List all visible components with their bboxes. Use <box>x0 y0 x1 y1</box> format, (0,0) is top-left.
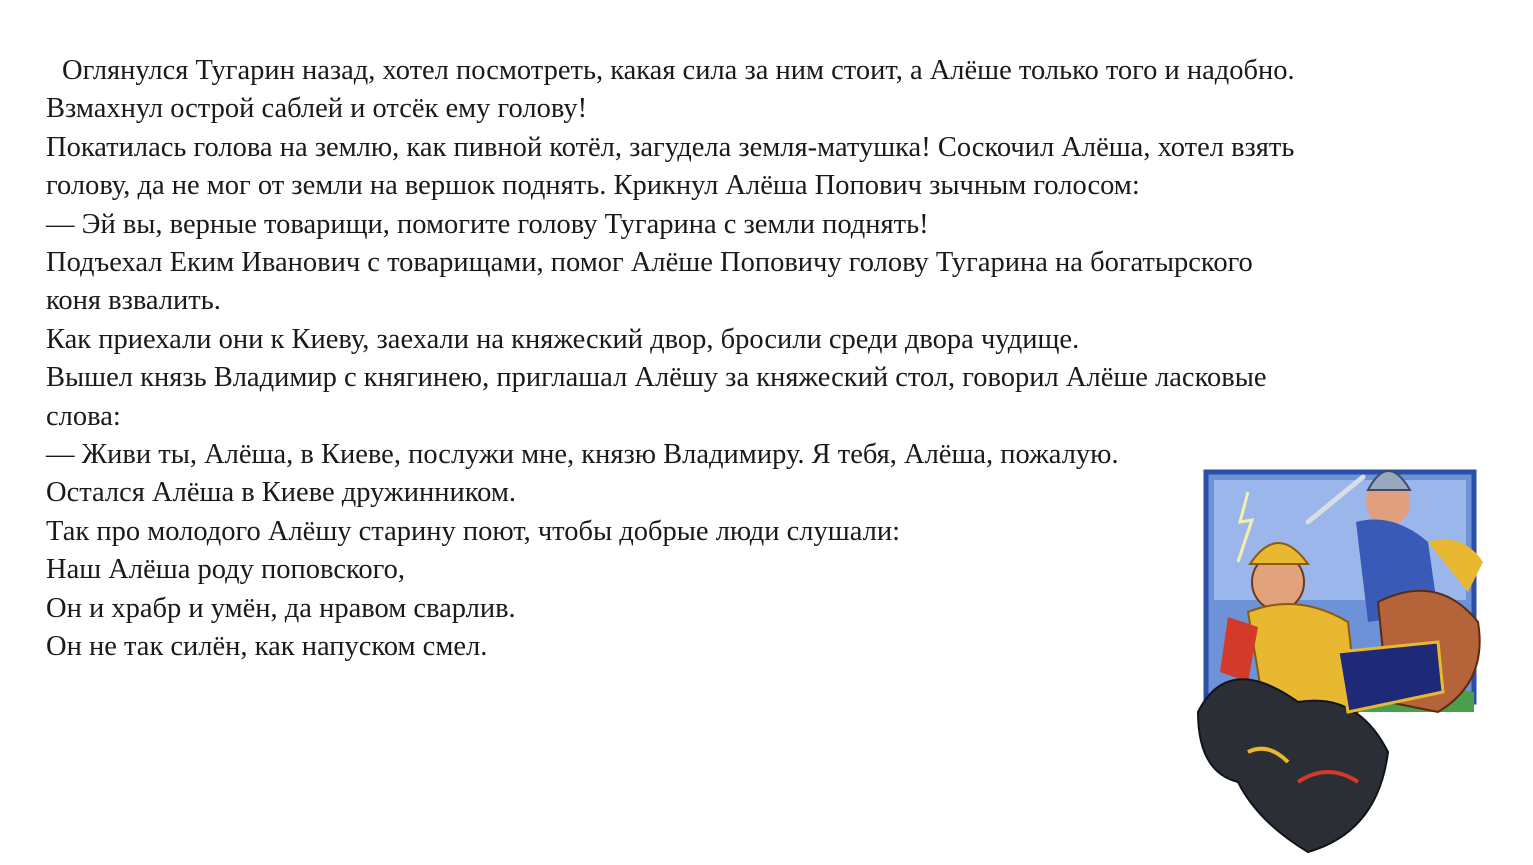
battle-illustration <box>1188 452 1504 860</box>
text-line: Так про молодого Алёшу старину поют, чтобы добрые люди слушали: <box>46 515 901 547</box>
text-line: Он не так силён, как напуском смел. <box>46 631 488 663</box>
text-line: Остался Алёша в Киеве дружинником. <box>46 477 516 509</box>
text-line: Подъехал Еким Иванович с товарищами, помог Алёше Поповичу голову Тугарина на богатырского <box>46 247 1253 279</box>
text-line: Он и храбр и умён, да нравом сварлив. <box>46 592 516 624</box>
text-line: Покатилась голова на землю, как пивной котёл, загудела земля-матушка! Соскочил Алёша, хотел взять <box>46 131 1295 163</box>
battle-illustration-icon <box>1188 452 1504 860</box>
text-line: — Живи ты, Алёша, в Киеве, послужи мне, князю Владимиру. Я тебя, Алёша, пожалую. <box>46 439 1119 471</box>
text-line: коня взвалить. <box>46 285 221 317</box>
text-line: слова: <box>46 400 121 432</box>
text-line: голову, да не мог от земли на вершок поднять. Крикнул Алёша Попович зычным голосом: <box>46 170 1140 202</box>
text-line: Как приехали они к Киеву, заехали на княжеский двор, бросили среди двора чудище. <box>46 323 1080 355</box>
text-line: Наш Алёша роду поповского, <box>46 554 405 586</box>
text-line: — Эй вы, верные товарищи, помогите голову Тугарина с земли поднять! <box>46 208 929 240</box>
text-line: Взмахнул острой саблей и отсёк ему голову! <box>46 93 588 125</box>
text-line: Оглянулся Тугарин назад, хотел посмотреть, какая сила за ним стоит, а Алёше только того и надобно. <box>62 55 1295 86</box>
text-line: Вышел князь Владимир с княгинею, приглашал Алёшу за княжеский стол, говорил Алёше ласковые <box>46 362 1267 394</box>
